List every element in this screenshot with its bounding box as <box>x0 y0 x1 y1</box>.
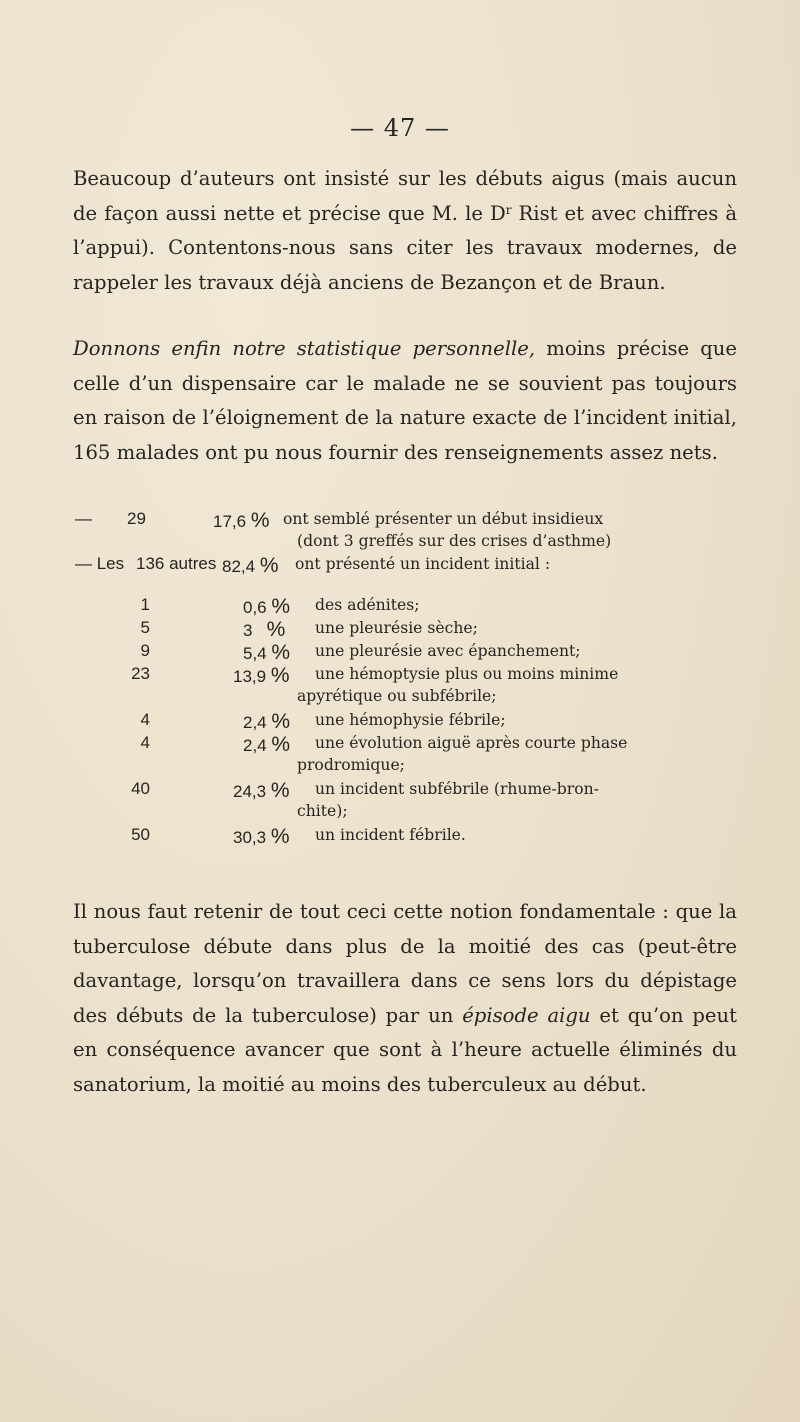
breakdown-percent: 3 % <box>243 618 286 641</box>
breakdown-desc: une hémophysie fébrile; <box>315 711 506 729</box>
breakdown-count: 50 <box>131 825 150 844</box>
intro-text: Beaucoup d’auteurs ont insisté sur les débuts aigus (mais aucun de façon aussi nette et précise que M. le D <box>73 167 737 225</box>
doctor-abbrev-sup: r <box>505 202 512 217</box>
summary-percent: 17,6 % <box>213 509 270 532</box>
breakdown-percent: 30,3 % <box>233 825 290 848</box>
intro-text-rest: Rist et avec chiffres à l’appui). Contentons-nous sans citer les travaux modernes, de rappeler les travaux déjà anciens de Bezançon et de Braun. <box>73 201 737 294</box>
statistics-italic: Donnons enfin notre statistique personnelle, <box>73 337 536 360</box>
breakdown-percent: 0,6 % <box>243 595 291 618</box>
paragraph-intro <box>73 162 737 300</box>
statistics-text: moins précise que celle d’un dispensaire car le malade ne se souvient pas toujours en raison de l’éloignement de la nature exacte de l’incident initial, 165 malades ont pu nous fournir des renseignements assez nets. <box>73 337 737 464</box>
summary-dash: — Les <box>75 554 125 573</box>
breakdown-percent: 2,4 % <box>243 710 291 733</box>
breakdown-count: 40 <box>131 779 150 798</box>
summary-desc: ont semblé présenter un début insidieux <box>283 510 604 528</box>
summary-desc: ont présenté un incident initial : <box>295 555 551 573</box>
breakdown-percent: 5,4 % <box>243 641 291 664</box>
breakdown-count: 4 <box>140 710 150 729</box>
breakdown-count: 9 <box>140 641 150 660</box>
conclusion-italic: épisode aigu <box>462 1003 591 1027</box>
breakdown-desc: un incident subfébrile (rhume-bron- <box>315 780 599 798</box>
page-number: — 47 — <box>350 114 450 142</box>
breakdown-desc: des adénites; <box>315 596 420 614</box>
breakdown-desc: une hémoptysie plus ou moins minime <box>315 665 619 683</box>
breakdown-percent: 13,9 % <box>233 664 290 687</box>
breakdown-desc: une pleurésie avec épanchement; <box>315 642 581 660</box>
breakdown-desc: une pleurésie sèche; <box>315 619 478 637</box>
breakdown-count: 1 <box>140 595 150 614</box>
breakdown-count: 23 <box>131 664 150 683</box>
breakdown-desc: un incident fébrile. <box>315 826 466 844</box>
breakdown-desc: une évolution aiguë après courte phase <box>315 734 628 752</box>
summary-count: 29 <box>127 509 146 528</box>
breakdown-count: 5 <box>140 618 150 637</box>
conclusion-text: Il nous faut retenir de tout ceci cette notion fondamentale : que la tuberculose débute dans plus de la moitié des cas (peut-être davantage, lorsqu’on travaillera dans ce sens lors du dépistage des débuts de la tuberculose) par un <box>73 900 737 1027</box>
breakdown-desc-cont: prodromique; <box>297 756 405 774</box>
summary-percent: 82,4 % <box>222 554 279 577</box>
breakdown-desc-cont: chite); <box>297 802 348 820</box>
breakdown-percent: 24,3 % <box>233 779 290 802</box>
paragraph-conclusion <box>73 895 737 1102</box>
breakdown-percent: 2,4 % <box>243 733 291 756</box>
breakdown-desc-cont: apyrétique ou subfébrile; <box>297 687 497 705</box>
conclusion-text-end: et qu’on peut en conséquence avancer que sont à l’heure actuelle éliminés du sanatorium, la moitié au moins des tuberculeux au début. <box>73 1003 738 1096</box>
paragraph-statistics-intro <box>73 332 737 470</box>
summary-dash: — <box>75 509 92 528</box>
summary-desc-cont: (dont 3 greffés sur des crises d’asthme) <box>297 532 612 550</box>
summary-count: 136 autres <box>136 554 217 573</box>
breakdown-count: 4 <box>140 733 150 752</box>
